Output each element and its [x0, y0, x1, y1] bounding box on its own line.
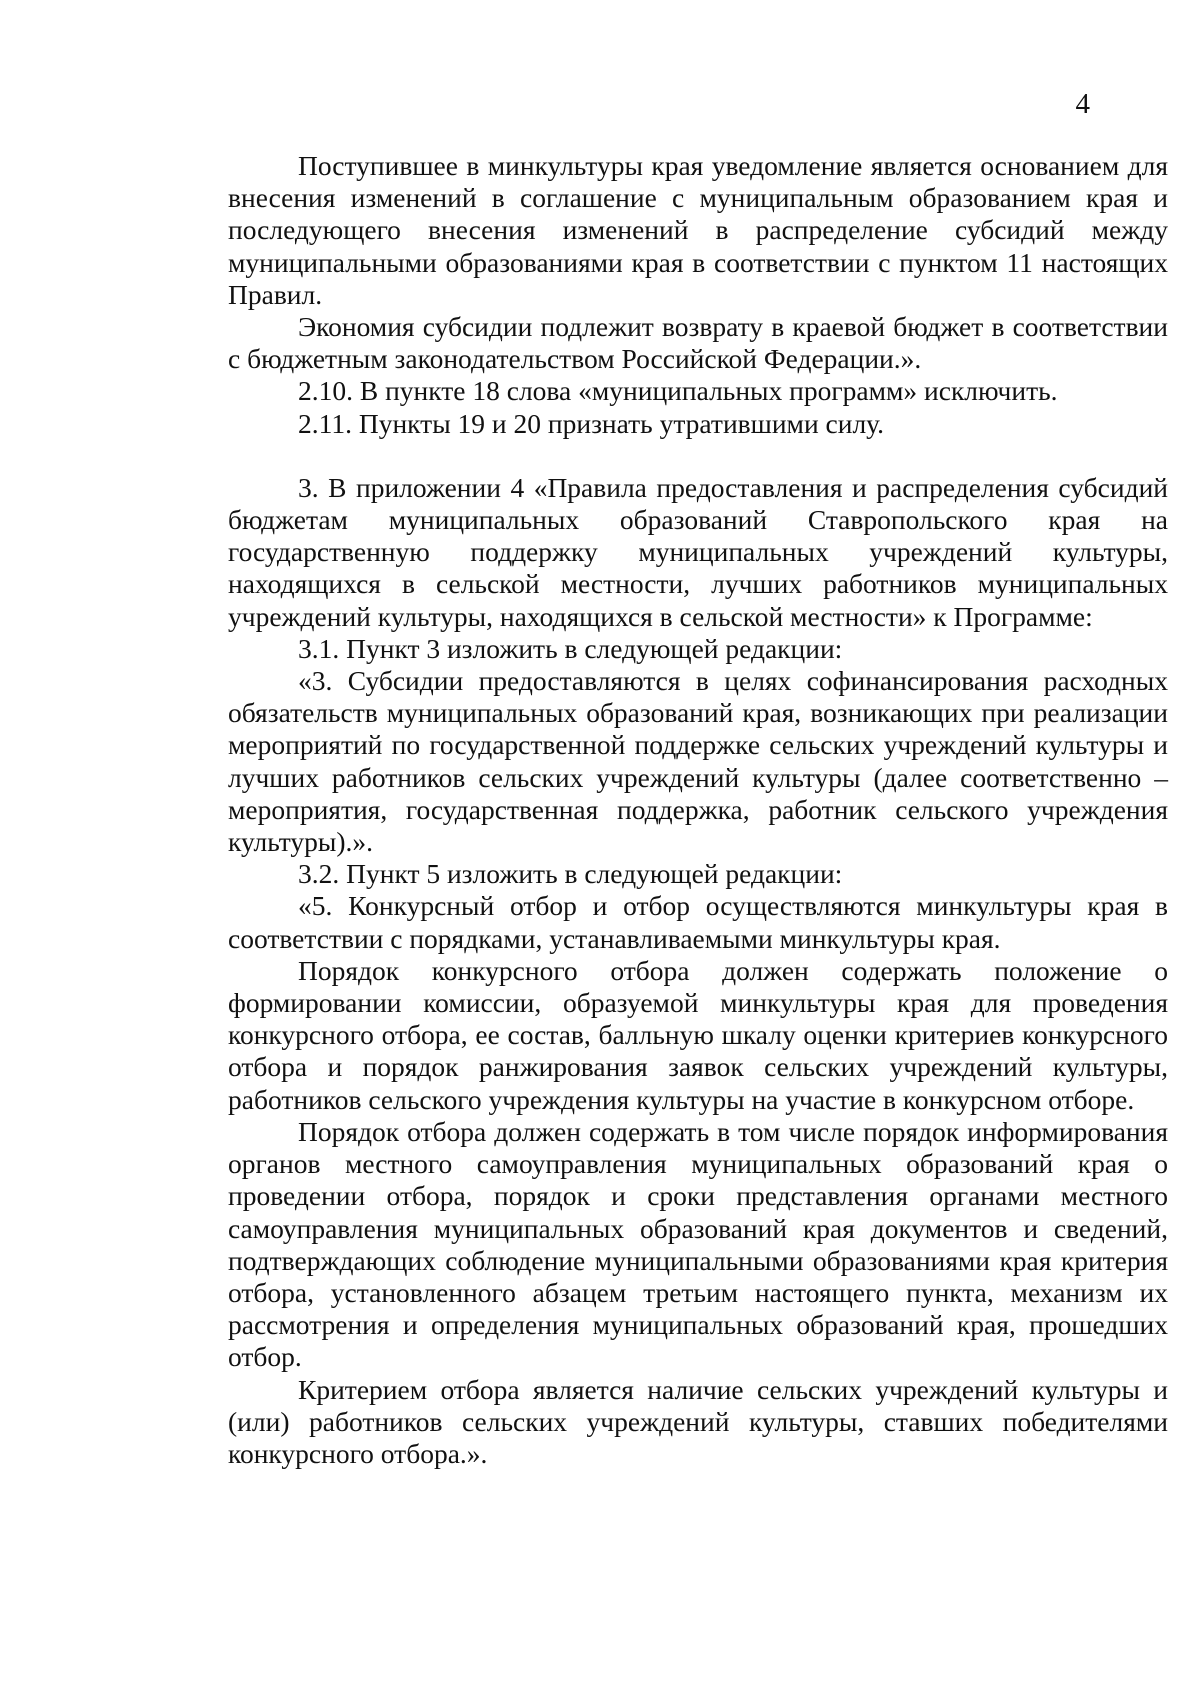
- paragraph-3-appendix-4: 3. В приложении 4 «Правила предоставления и распределения субсидий бюджетам муниципальных образований Ставропольского края на государственную поддержку муниципальных учреждений культуры, находящихся в сельской местности, лучших работников муниципальных учреждений культуры, находящихся в сельской местности» к Программе:: [228, 471, 1168, 632]
- document-body: [228, 150, 1168, 1470]
- paragraph-selection-procedure: Порядок отбора должен содержать в том числе порядок информирования органов местного самоуправления муниципальных образований края о проведении отбора, порядок и сроки представления органами местного самоуправления муниципальных образований края документов и сведений, подтверждающих соблюдение муниципальными образованиями края критерия отбора, установленного абзацем третьим настоящего пункта, механизм их рассмотрения и определения муниципальных образований края, прошедших отбор.: [228, 1115, 1168, 1373]
- paragraph-competitive-selection-procedure: Порядок конкурсного отбора должен содержать положение о формировании комиссии, образуемой минкультуры края для проведения конкурсного отбора, ее состав, балльную шкалу оценки критериев конкурсного отбора и порядок ранжирования заявок сельских учреждений культуры, работников сельского учреждения культуры на участие в конкурсном отборе.: [228, 954, 1168, 1115]
- paragraph-notification-basis: Поступившее в минкультуры края уведомление является основанием для внесения изменений в соглашение с муниципальным образованием края и последующего внесения изменений в распределение субсидий между муниципальными образованиями края в соответствии с пунктом 11 настоящих Правил.: [228, 150, 1168, 310]
- paragraph-2-10: 2.10. В пункте 18 слова «муниципальных программ» исключить.: [298, 375, 1058, 407]
- paragraph-3-2-text: «5. Конкурсный отбор и отбор осуществляются минкультуры края в соответствии с порядками, устанавливаемыми минкультуры края.: [228, 890, 1168, 954]
- paragraph-3-1: 3.1. Пункт 3 изложить в следующей редакции:: [298, 632, 843, 664]
- paragraph-2-11: 2.11. Пункты 19 и 20 признать утратившими силу.: [298, 407, 885, 439]
- page-number: 4: [1075, 88, 1090, 120]
- paragraph-3-2: 3.2. Пункт 5 изложить в следующей редакции:: [298, 858, 843, 890]
- paragraph-subsidy-savings: Экономия субсидии подлежит возврату в краевой бюджет в соответствии с бюджетным законодательством Российской Федерации.».: [228, 311, 1168, 375]
- paragraph-3-1-text: «3. Субсидии предоставляются в целях софинансирования расходных обязательств муниципальных образований края, возникающих при реализации мероприятий по государственной поддержке сельских учреждений культуры и лучших работников сельских учреждений культуры (далее соответственно – мероприятия, государственная поддержка, работник сельского учреждения культуры).».: [228, 665, 1168, 858]
- paragraph-selection-criterion: Критерием отбора является наличие сельских учреждений культуры и (или) работников сельских учреждений культуры, ставших победителями конкурсного отбора.».: [228, 1373, 1168, 1469]
